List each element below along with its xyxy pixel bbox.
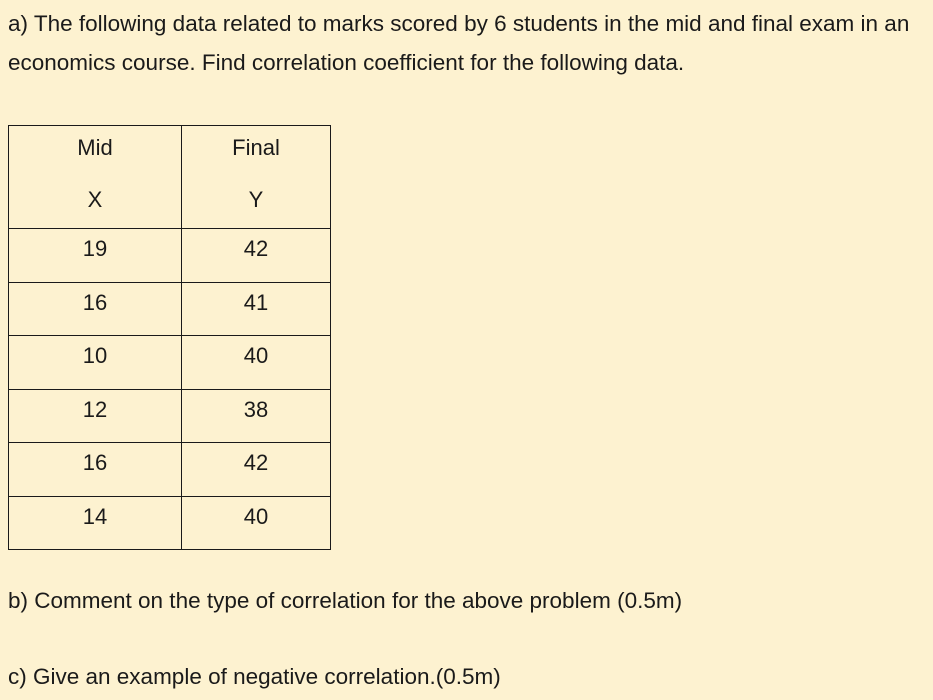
cell-x: 19 (9, 229, 182, 283)
marks-table (8, 125, 331, 550)
question-b-text: b) Comment on the type of correlation for the above problem (0.5m) (8, 588, 683, 613)
header-mid (9, 126, 182, 229)
question-c-text: c) Give an example of negative correlation.(0.5m) (8, 664, 501, 689)
cell-y: 42 (182, 229, 331, 283)
table-row (9, 336, 331, 390)
cell-y: 40 (182, 336, 331, 390)
header-final-label: Final (232, 135, 280, 160)
cell-x: 10 (9, 336, 182, 390)
cell-x: 12 (9, 389, 182, 443)
question-a-text: a) The following data related to marks scored by 6 students in the mid and final exam in an economics course. Find correlation coefficient for the following data. (8, 11, 910, 75)
header-x-label: X (87, 187, 103, 212)
table-row (9, 443, 331, 497)
header-y-label: Y (248, 187, 264, 212)
table-row (9, 496, 331, 550)
cell-y: 41 (182, 282, 331, 336)
cell-y: 42 (182, 443, 331, 497)
table-row (9, 389, 331, 443)
table-header-row (9, 126, 331, 229)
cell-y: 40 (182, 496, 331, 550)
table-row (9, 229, 331, 283)
header-final (182, 126, 331, 229)
cell-x: 14 (9, 496, 182, 550)
cell-y: 38 (182, 389, 331, 443)
cell-x: 16 (9, 282, 182, 336)
header-mid-label: Mid (77, 135, 113, 160)
table-row (9, 282, 331, 336)
cell-x: 16 (9, 443, 182, 497)
